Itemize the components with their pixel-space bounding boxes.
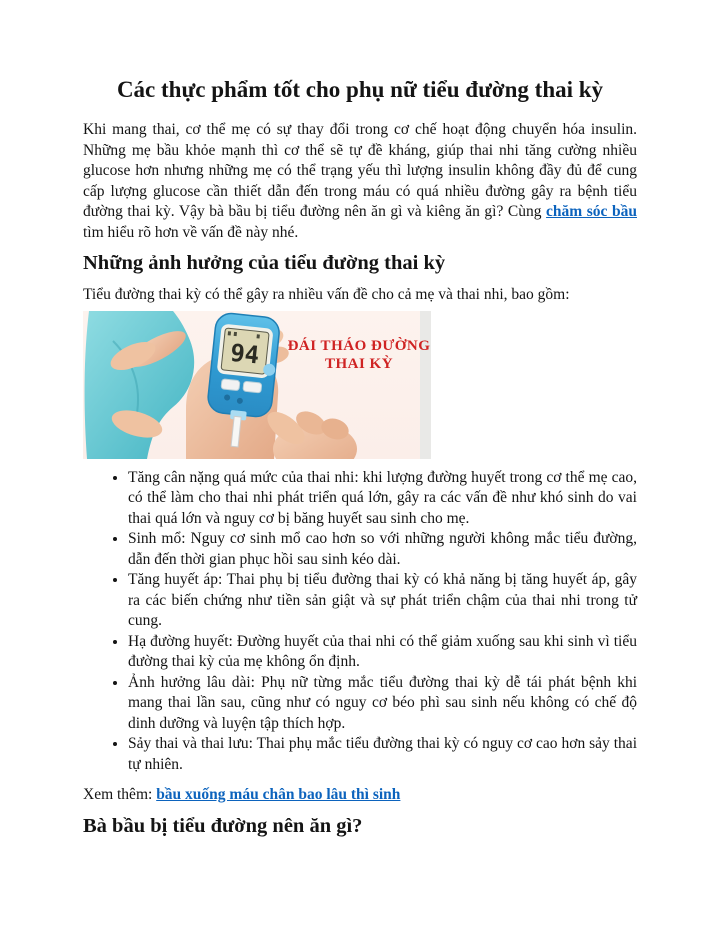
see-more-link[interactable]: bầu xuống máu chân bao lâu thì sinh	[156, 786, 401, 803]
intro-text-before-link: Khi mang thai, cơ thể mẹ có sự thay đổi trong cơ chế hoạt động chuyển hóa insulin. Những mẹ bầu khỏe mạnh thì cơ thể sẽ tự đề kháng, giúp thai nhi tăng cường nhiều glucose hơn nhưng những mẹ có thể trạng yếu thì lượng insulin không đầy đủ để cung cấp lượng glucose cần thiết dẫn đến trong máu có quá nhiều đường gây ra bệnh tiểu đường thai kỳ. Vậy bà bầu bị tiểu đường nên ăn gì và kiêng ăn gì? Cùng	[83, 121, 637, 220]
gestational-diabetes-illustration	[83, 311, 431, 459]
article-image	[83, 311, 431, 459]
meter-reading: 94	[228, 338, 261, 370]
list-item-long-term: • Ảnh hưởng lâu dài: Phụ nữ từng mắc tiểu đường thai kỳ dễ tái phát bệnh khi mang thai lần sau, cũng như có nguy cơ béo phì sau sinh nếu không có chế độ dinh dưỡng và luyện tập thích hợp.	[128, 673, 637, 735]
page-title: Các thực phẩm tốt cho phụ nữ tiểu đường thai kỳ	[116, 77, 604, 102]
effects-list	[83, 468, 637, 776]
see-more-label: Xem thêm:	[83, 786, 157, 803]
photo-caption-line1: ĐÁI THÁO ĐƯỜNG	[287, 337, 431, 354]
intro-text-after-link: tìm hiểu rõ hơn về vấn đề này nhé.	[83, 223, 299, 241]
section-heading-diet: Bà bầu bị tiểu đường nên ăn gì?	[83, 814, 363, 837]
cham-soc-bau-link[interactable]: chăm sóc bầu	[546, 203, 637, 220]
list-item-c-section: • Sinh mổ: Nguy cơ sinh mổ cao hơn so với những người không mắc tiểu đường, dẫn đến thời gian phục hồi sau sinh kéo dài.	[128, 529, 637, 570]
photo-caption-line2: THAI KỲ	[324, 355, 394, 372]
list-item-miscarriage: • Sảy thai và thai lưu: Thai phụ mắc tiểu đường thai kỳ có nguy cơ cao hơn sảy thai tự nhiên.	[128, 734, 637, 775]
list-item-hypoglycemia: • Hạ đường huyết: Đường huyết của thai nhi có thể giảm xuống sau khi sinh vì tiểu đường thai kỳ của mẹ không ổn định.	[128, 632, 637, 673]
intro-paragraph	[83, 120, 637, 243]
section-heading-effects: Những ảnh hưởng của tiểu đường thai kỳ	[83, 252, 446, 274]
photo-right-band	[420, 311, 431, 459]
see-more-paragraph	[83, 785, 637, 806]
list-item-hypertension: • Tăng huyết áp: Thai phụ bị tiểu đường thai kỳ có khả năng bị tăng huyết áp, gây ra các biến chứng như tiền sản giật và sự phát triển chậm của thai nhi trong tử cung.	[128, 570, 637, 632]
list-item-weight-gain: • Tăng cân nặng quá mức của thai nhi: khi lượng đường huyết trong cơ thể mẹ cao, có thể làm cho thai nhi phát triển quá lớn, gây ra các vấn đề như khó sinh do vai thai quá lớn và nguy cơ bị băng huyết sau sinh cho mẹ.	[128, 468, 637, 530]
effects-lead-paragraph: Tiểu đường thai kỳ có thể gây ra nhiều vấn đề cho cả mẹ và thai nhi, bao gồm:	[83, 286, 570, 303]
